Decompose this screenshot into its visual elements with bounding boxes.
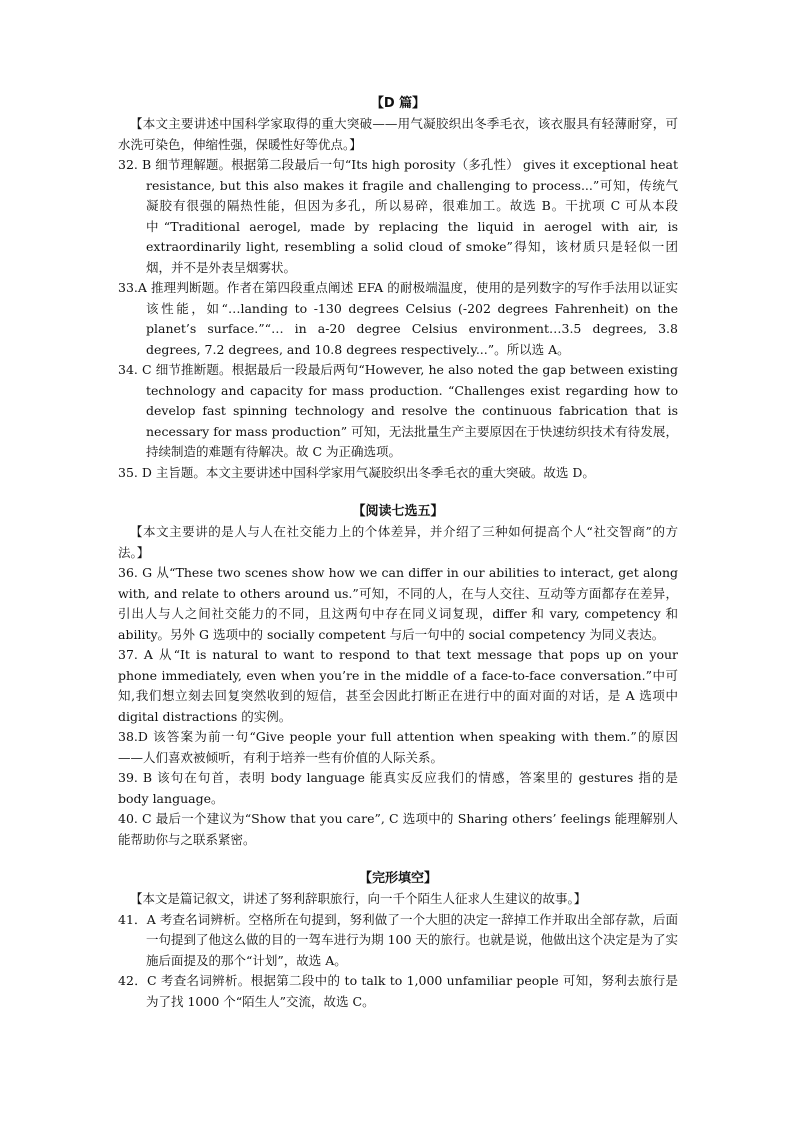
answer-item-42: 42．C 考查名词辨析。根据第二段中的 to talk to 1,000 unfamiliar people 可知，努利去旅行是为了找 1000 个“陌生人”交流，故选 C。 xyxy=(118,973,678,1009)
answer-item-34: 34. C 细节推断题。根据最后一段最后两句“However, he also noted the gap between existing technology and capacity for mass production. “Challenges exist regarding how to develop fast spinning technology and resolve the continuous fabrication that is necessary for mass production” 可知，无法批量生产主要原因在于快速纺织技术有待发展，持续制造的难题有待解决。故 C 为正确选项。 xyxy=(118,362,678,459)
section-title: 【完形填空】 xyxy=(358,871,437,886)
answer-item-36: 36. G 从“These two scenes show how we can differ in our abilities to interact, get along with, and relate to others around us.”可知，不同的人，在与人交往、互动等方面都存在差异，引出人与人之间社交能力的不同，且这两句中存在同义词复现，differ 和 vary, competency 和 ability。另外 G 选项中的 socially competent 与后一句中的 social competency 为同义表达。 xyxy=(118,565,678,642)
section-spacer xyxy=(118,850,678,868)
answer-item-32: 32. B 细节理解题。根据第二段最后一句“Its high porosity（多孔性） gives it exceptional heat resistance, but this also makes it fragile and challenging to process...”可知，传统气凝胶有很强的隔热性能，但因为多孔，所以易碎，很难加工。故选 B。干扰项 C 可从本段中“Traditional aerogel, made by replacing the liquid in aerogel with air, is extraordinarily light, resembling a solid cloud of smoke”得知，该材质只是轻似一团烟，并不是外表呈烟雾状。 xyxy=(118,157,678,275)
section-summary: 【本文主要讲的是人与人在社交能力上的个体差异，并介绍了三种如何提高个人“社交智商”的方法。】 xyxy=(118,524,678,560)
answer-item-33: 33.A 推理判断题。作者在第四段重点阐述 EFA 的耐极端温度，使用的是列数字的写作手法用以证实该性能，如“…landing to -130 degrees Celsius (-202 degrees Fahrenheit) on the planet’s surface.”“… in a-20 degree Celsius environment…3.5 degrees, 3.8 degrees, 7.2 degrees, and 10.8 degrees respectively...”。所以选 A。 xyxy=(118,280,678,357)
answer-item-41: 41．A 考查名词辨析。空格所在句提到，努利做了一个大胆的决定一辞掉工作并取出全部存款，后面一句提到了他这么做的目的一驾车进行为期 100 天的旅行。也就是说，他做出这个决定是为了实施后面提及的那个“计划”，故选 A。 xyxy=(118,911,678,968)
answer-item-37: 37. A 从“It is natural to want to respond to that text message that pops up on your phone immediately, even when you’re in the middle of a face-to-face conversation.”中可知,我们想立刻去回复突然收到的短信，甚至会因此打断正在进行中的面对面的对话，是 A 选项中 digital distractions 的实例。 xyxy=(118,647,678,724)
answer-item-40: 40. C 最后一个建议为“Show that you care”, C 选项中的 Sharing others’ feelings 能理解别人能帮助你与之联系紧密。 xyxy=(118,811,678,847)
section-title: 【D 篇】 xyxy=(370,96,426,111)
section-cloze xyxy=(118,868,678,1012)
section-spacer xyxy=(118,483,678,501)
section-title: 【阅读七选五】 xyxy=(352,504,444,519)
answer-key-content xyxy=(118,93,678,1012)
section-summary: 【本文是篇记叙文，讲述了努利辞职旅行，向一千个陌生人征求人生建议的故事。】 xyxy=(130,891,587,906)
section-d xyxy=(118,93,678,483)
answer-item-38: 38.D 该答案为前一句“Give people your full attention when speaking with them.”的原因——人们喜欢被倾听，有利于培养一些有价值的人际关系。 xyxy=(118,729,678,765)
answer-item-39: 39. B 该句在句首，表明 body language 能真实反应我们的情感，答案里的 gestures 指的是 body language。 xyxy=(118,770,678,806)
section-seven-choose-five xyxy=(118,501,678,850)
section-summary: 【本文主要讲述中国科学家取得的重大突破——用气凝胶织出冬季毛衣，该衣服具有轻薄耐穿，可水洗可染色，伸缩性强，保暖性好等优点。】 xyxy=(118,116,678,152)
answer-item-35: 35. D 主旨题。本文主要讲述中国科学家用气凝胶织出冬季毛衣的重大突破。故选 D。 xyxy=(118,464,595,480)
